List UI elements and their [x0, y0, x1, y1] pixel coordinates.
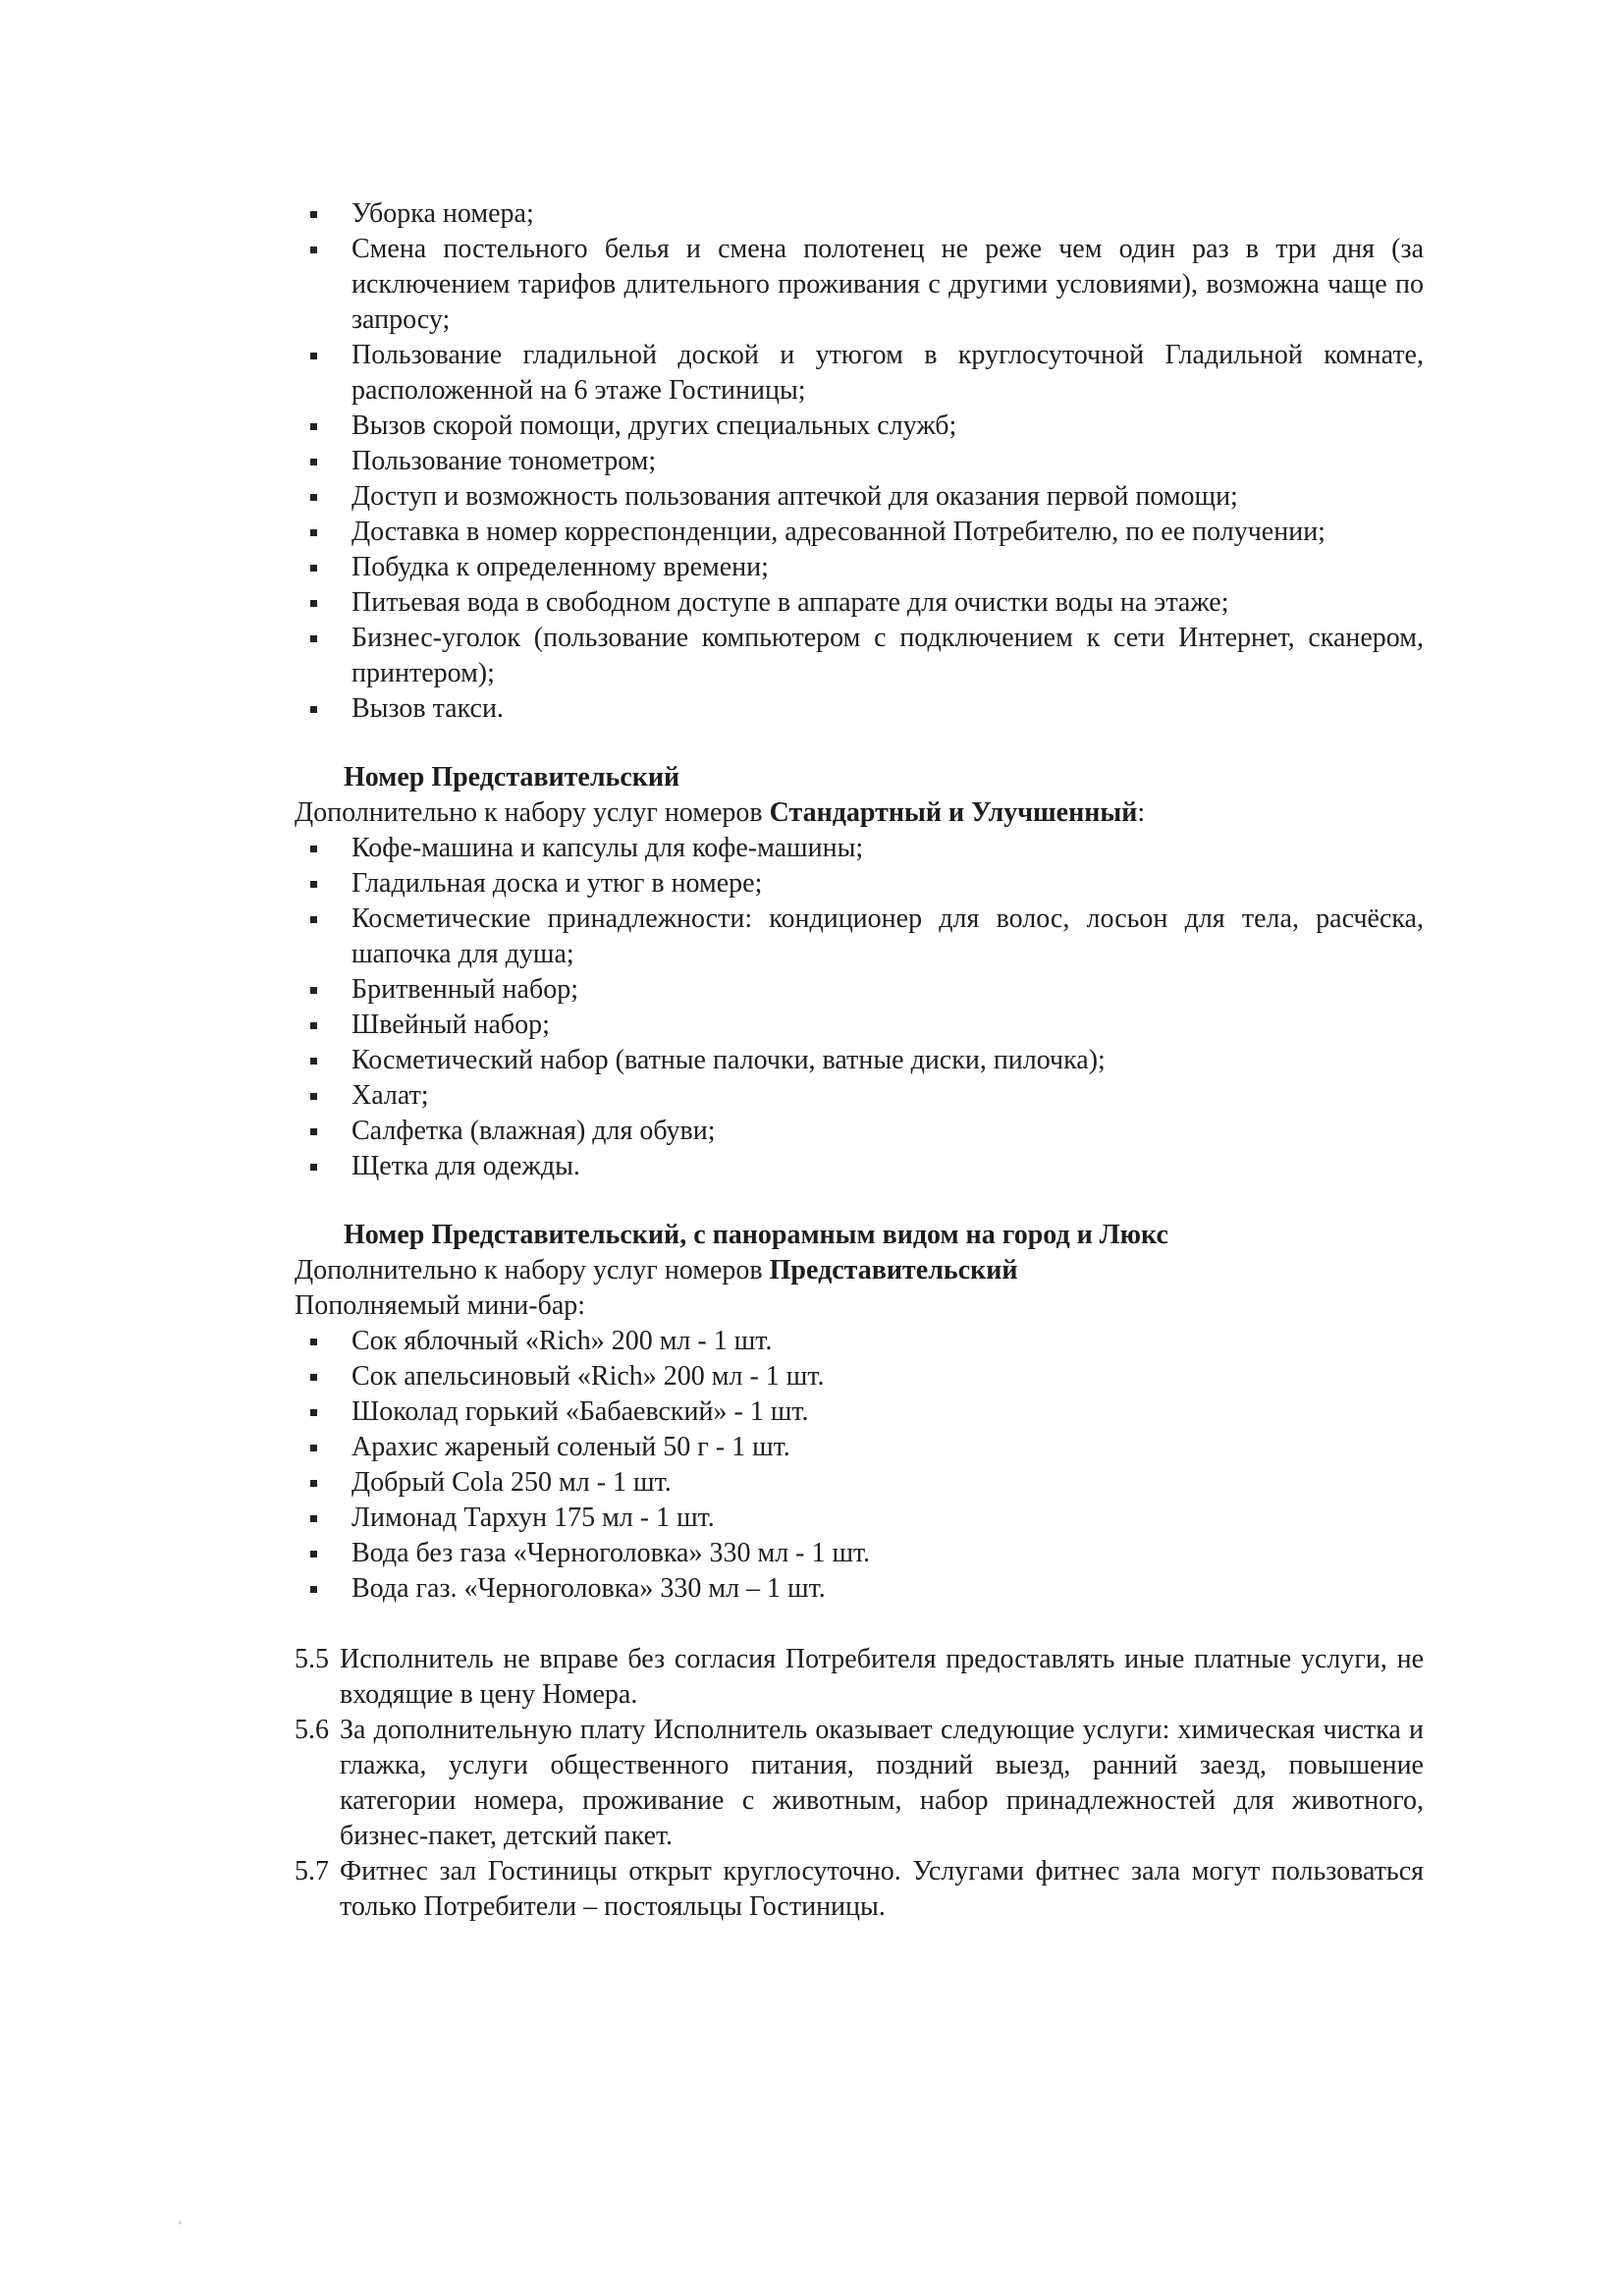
list-item: Питьевая вода в свободном доступе в аппарате для очистки воды на этаже; — [295, 585, 1424, 621]
numbered-clauses — [295, 1642, 1424, 1925]
section-title-representative: Номер Представительский — [344, 762, 680, 793]
bullet-square-icon — [310, 1164, 317, 1171]
bullet-square-icon — [310, 246, 317, 253]
bullet-square-icon — [310, 1022, 317, 1029]
bullet-square-icon — [310, 1093, 317, 1100]
bullet-square-icon — [310, 211, 317, 218]
list-item: Косметический набор (ватные палочки, ватные диски, пилочка); — [295, 1043, 1424, 1078]
basic-services-list — [295, 196, 1424, 727]
clause-number: 5.6 — [295, 1715, 329, 1745]
list-item: Лимонад Тархун 175 мл - 1 шт. — [295, 1501, 1424, 1536]
bullet-square-icon — [310, 987, 317, 994]
bullet-square-icon — [310, 706, 317, 713]
bullet-square-icon — [310, 1128, 317, 1135]
clause-5-7 — [295, 1854, 1424, 1925]
bullet-square-icon — [310, 423, 317, 430]
list-item: Добрый Cola 250 мл - 1 шт. — [295, 1465, 1424, 1501]
list-item: Сок яблочный «Rich» 200 мл - 1 шт. — [295, 1324, 1424, 1359]
document-content — [295, 196, 1424, 1925]
list-item: Салфетка (влажная) для обуви; — [295, 1114, 1424, 1149]
list-item: Кофе-машина и капсулы для кофе-машины; — [295, 831, 1424, 866]
bullet-square-icon — [310, 565, 317, 572]
clause-number: 5.7 — [295, 1856, 329, 1886]
list-item: Халат; — [295, 1078, 1424, 1114]
list-item: Доступ и возможность пользования аптечкой для оказания первой помощи; — [295, 479, 1424, 515]
bullet-square-icon — [310, 353, 317, 359]
list-item: Пользование тонометром; — [295, 444, 1424, 479]
list-item: Щетка для одежды. — [295, 1149, 1424, 1184]
bullet-square-icon — [310, 494, 317, 501]
bullet-square-icon — [310, 1409, 317, 1416]
bullet-square-icon — [310, 529, 317, 536]
clause-text: Фитнес зал Гостиницы открыт круглосуточно. Услугами фитнес зала могут пользоваться только Потребители – постояльцы Гостиницы. — [340, 1856, 1424, 1922]
section-intro: Дополнительно к набору услуг номеров Стандартный и Улучшенный: — [295, 797, 1146, 828]
clause-text: За дополнительную плату Исполнитель оказывает следующие услуги: химическая чистка и глажка, услуги общественного питания, поздний выезд, ранний заезд, повышение категории номера, проживание с животным, набор принадлежностей для животного, бизнес-пакет, детский пакет. — [340, 1715, 1424, 1851]
bullet-square-icon — [310, 600, 317, 607]
list-item: Швейный набор; — [295, 1008, 1424, 1043]
bullet-square-icon — [310, 1339, 317, 1345]
clause-5-5 — [295, 1642, 1424, 1713]
list-item: Вода газ. «Черноголовка» 330 мл – 1 шт. — [295, 1571, 1424, 1607]
list-item: Доставка в номер корреспонденции, адресованной Потребителю, по ее получении; — [295, 515, 1424, 550]
section-intro: Дополнительно к набору услуг номеров Представительский — [295, 1255, 1018, 1285]
list-item: Бизнес-уголок (пользование компьютером с подключением к сети Интернет, сканером, принтером); — [295, 621, 1424, 691]
bullet-square-icon — [310, 1374, 317, 1381]
minibar-list — [295, 1324, 1424, 1607]
clause-number: 5.5 — [295, 1644, 329, 1674]
scan-speck — [179, 2221, 182, 2224]
bullet-square-icon — [310, 1586, 317, 1593]
bullet-square-icon — [310, 846, 317, 852]
bullet-square-icon — [310, 459, 317, 465]
representative-services-list — [295, 831, 1424, 1184]
list-item: Вызов скорой помощи, других специальных служб; — [295, 409, 1424, 444]
list-item: Бритвенный набор; — [295, 972, 1424, 1008]
list-item: Сок апельсиновый «Rich» 200 мл - 1 шт. — [295, 1359, 1424, 1394]
bullet-square-icon — [310, 916, 317, 923]
bullet-square-icon — [310, 1480, 317, 1487]
list-item: Арахис жареный соленый 50 г - 1 шт. — [295, 1430, 1424, 1465]
list-item: Побудка к определенному времени; — [295, 550, 1424, 585]
bullet-square-icon — [310, 1445, 317, 1451]
list-item: Гладильная доска и утюг в номере; — [295, 866, 1424, 902]
bullet-square-icon — [310, 635, 317, 642]
list-item: Шоколад горький «Бабаевский» - 1 шт. — [295, 1394, 1424, 1430]
bullet-square-icon — [310, 1058, 317, 1065]
list-item: Вызов такси. — [295, 691, 1424, 727]
list-item: Пользование гладильной доской и утюгом в круглосуточной Гладильной комнате, расположенной на 6 этаже Гостиницы; — [295, 338, 1424, 409]
minibar-heading: Пополняемый мини-бар: — [295, 1290, 586, 1321]
bullet-square-icon — [310, 1551, 317, 1558]
list-item: Вода без газа «Черноголовка» 330 мл - 1 шт. — [295, 1536, 1424, 1571]
list-item: Уборка номера; — [295, 196, 1424, 232]
clause-text: Исполнитель не вправе без согласия Потребителя предоставлять иные платные услуги, не входящие в цену Номера. — [340, 1644, 1424, 1710]
clause-5-6 — [295, 1713, 1424, 1854]
bullet-square-icon — [310, 881, 317, 888]
section-title-panoramic-lux: Номер Представительский, с панорамным видом на город и Люкс — [344, 1220, 1168, 1250]
bullet-square-icon — [310, 1515, 317, 1522]
list-item: Косметические принадлежности: кондиционер для волос, лосьон для тела, расчёска, шапочка для душа; — [295, 902, 1424, 972]
list-item: Смена постельного белья и смена полотенец не реже чем один раз в три дня (за исключением тарифов длительного проживания с другими условиями), возможна чаще по запросу; — [295, 232, 1424, 338]
